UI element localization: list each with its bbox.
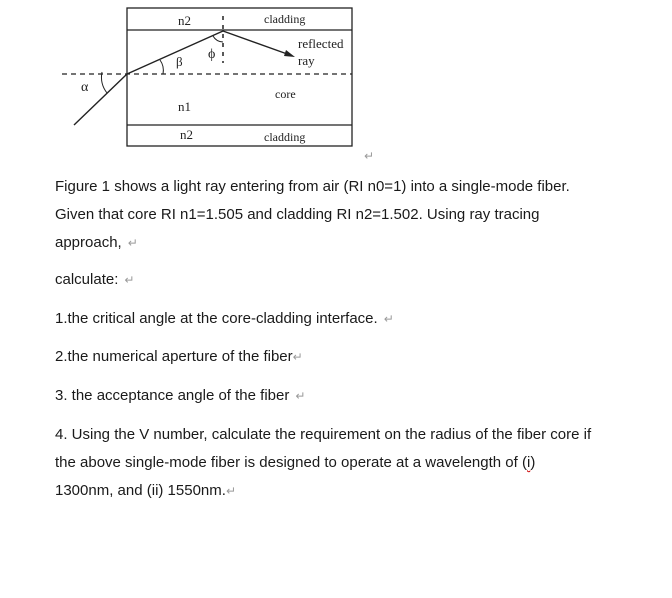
return-mark: ↵ [124,273,135,287]
reflected-ray-arrowhead [284,50,295,57]
question-4 [55,421,625,505]
return-mark: ↵ [295,389,306,403]
label-ray: ray [298,53,315,68]
q4-line-2: the above single-mode fiber is designed to operate at a wavelength of (i) [55,454,536,471]
label-cladding-bottom: cladding [264,130,306,144]
label-reflected: reflected [298,36,344,51]
label-n2-top: n2 [178,13,191,28]
label-core: core [275,87,296,101]
beta-arc [160,60,163,74]
question-1: 1.the critical angle at the core-cladding interface. ↵ [55,310,394,327]
question-2: 2.the numerical aperture of the fiber↵ [55,348,303,365]
return-mark: ↵ [225,484,236,498]
figure-return-mark: ↵ [364,149,375,163]
question-3: 3. the acceptance angle of the fiber ↵ [55,387,306,404]
label-beta: β [176,54,183,69]
label-phi: ϕ [208,47,216,62]
intro-line-1: Figure 1 shows a light ray entering from air (RI n0=1) into a single-mode fiber. [55,178,570,195]
return-mark: ↵ [292,350,303,364]
fiber-diagram [0,0,672,170]
intro-line-3: approach, ↵ [55,234,138,251]
return-mark: ↵ [127,236,138,250]
alpha-arc [102,72,107,93]
q4-line-1: 4. Using the V number, calculate the requirement on the radius of the fiber core if [55,426,592,443]
spellcheck-word: i [526,454,531,471]
phi-arc [213,36,223,42]
label-n1: n1 [178,99,191,114]
label-n2-bottom: n2 [180,127,193,142]
label-cladding-top: cladding [264,12,306,26]
return-mark: ↵ [383,312,394,326]
intro-line-2: Given that core RI n1=1.505 and cladding RI n2=1.502. Using ray tracing [55,206,540,223]
q4-line-3: 1300nm, and (ii) 1550nm.↵ [55,482,236,499]
calculate-paragraph: calculate: ↵ [55,271,135,288]
intro-paragraph [55,173,625,257]
label-alpha: α [81,80,89,95]
reflected-ray [223,31,290,55]
